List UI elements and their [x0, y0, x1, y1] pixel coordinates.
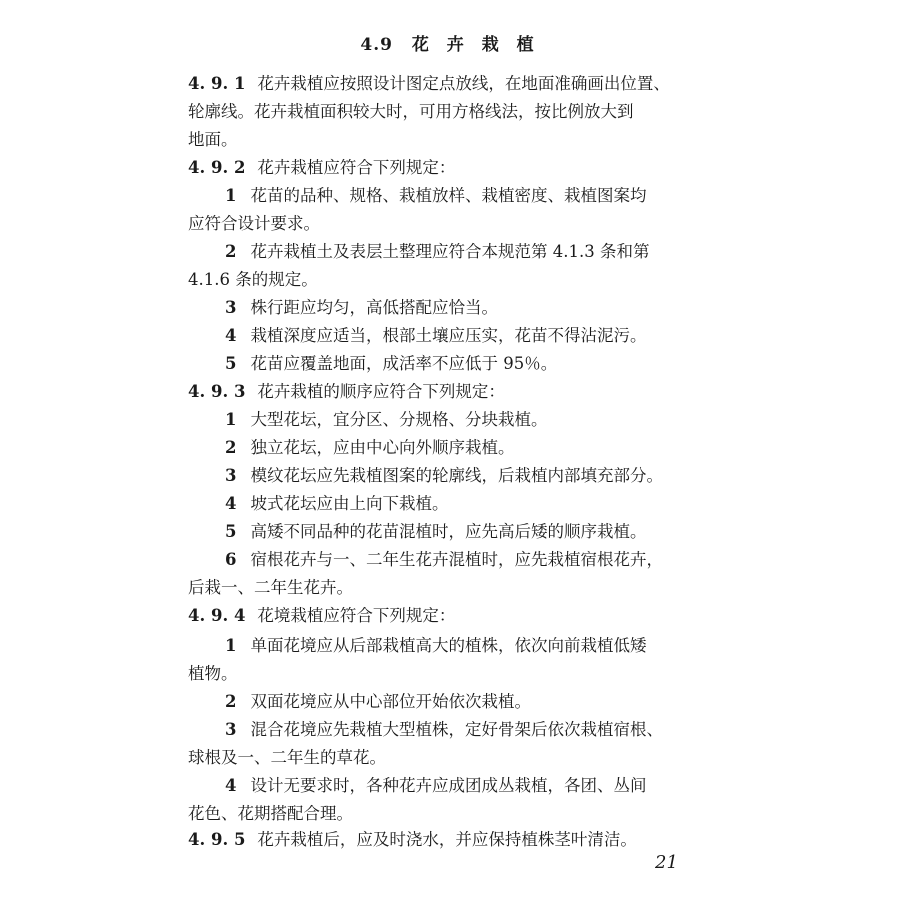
clause-4-9-3-line-1	[188, 378, 708, 406]
item-text: 单面花境应从后部栽植高大的植株，依次向前栽植低矮	[250, 636, 647, 655]
list-item-continuation: 植物。	[188, 664, 238, 683]
list-item-continuation: 后栽一、二年生花卉。	[188, 578, 353, 597]
item-text: 花苗应覆盖地面，成活率不应低于 95％。	[250, 354, 558, 373]
item-number: 1	[225, 410, 237, 429]
clause-text: 花境栽植应符合下列规定：	[257, 606, 456, 625]
item-text: 双面花境应从中心部位开始依次栽植。	[250, 692, 531, 711]
item-number: 4	[225, 326, 237, 345]
clause-text: 花卉栽植的顺序应符合下列规定：	[257, 382, 505, 401]
list-item	[225, 322, 745, 350]
item-number: 4	[225, 494, 237, 513]
clause-text: 花卉栽植应按照设计图定点放线，在地面准确画出位置、	[257, 74, 670, 93]
item-text: 宿根花卉与一、二年生花卉混植时，应先栽植宿根花卉，	[250, 550, 663, 569]
list-item-continuation: 球根及一、二年生的草花。	[188, 748, 386, 767]
item-number: 2	[225, 692, 237, 711]
list-item	[225, 294, 745, 322]
page-number: 21	[655, 852, 678, 873]
list-item	[225, 688, 745, 716]
list-item	[225, 462, 745, 490]
clause-4-9-2-line-1	[188, 154, 708, 182]
item-number: 3	[225, 466, 237, 485]
clause-4-9-4-line-1	[188, 602, 708, 630]
item-number: 6	[225, 550, 237, 569]
item-number: 3	[225, 298, 237, 317]
clause-number: 4. 9. 1	[188, 74, 246, 93]
list-item	[225, 182, 745, 210]
clause-number: 4. 9. 4	[188, 606, 246, 625]
list-item	[225, 716, 745, 744]
item-text: 株行距应均匀，高低搭配应恰当。	[250, 298, 498, 317]
item-text: 模纹花坛应先栽植图案的轮廓线，后栽植内部填充部分。	[250, 466, 663, 485]
item-text: 独立花坛，应由中心向外顺序栽植。	[250, 438, 515, 457]
clause-text: 花卉栽植后，应及时浇水，并应保持植株茎叶清洁。	[257, 830, 637, 849]
list-item	[225, 772, 745, 800]
clause-text: 花卉栽植应符合下列规定：	[257, 158, 456, 177]
section-title	[0, 30, 900, 55]
item-text: 高矮不同品种的花苗混植时，应先高后矮的顺序栽植。	[250, 522, 647, 541]
section-title-text: 花 卉 栽 植	[411, 35, 540, 55]
list-item	[225, 490, 745, 518]
item-number: 3	[225, 720, 237, 739]
list-item	[225, 350, 745, 378]
item-text: 栽植深度应适当，根部土壤应压实，花苗不得沾泥污。	[250, 326, 647, 345]
clause-4-9-1-line-3: 地面。	[188, 130, 238, 149]
item-number: 5	[225, 522, 237, 541]
item-number: 1	[225, 186, 237, 205]
item-text: 花卉栽植土及表层土整理应符合本规范第 4.1.3 条和第	[250, 242, 650, 261]
item-number: 2	[225, 438, 237, 457]
clause-number: 4. 9. 2	[188, 158, 246, 177]
list-item-continuation: 4.1.6 条的规定。	[188, 270, 318, 289]
section-title-number: 4.9	[360, 35, 393, 55]
list-item	[225, 632, 745, 660]
list-item	[225, 518, 745, 546]
item-text: 花苗的品种、规格、栽植放样、栽植密度、栽植图案均	[250, 186, 647, 205]
clause-number: 4. 9. 5	[188, 830, 246, 849]
item-text: 大型花坛，宜分区、分规格、分块栽植。	[250, 410, 548, 429]
clause-4-9-5-line-1	[188, 826, 708, 854]
item-number: 5	[225, 354, 237, 373]
clause-number: 4. 9. 3	[188, 382, 246, 401]
item-number: 2	[225, 242, 237, 261]
list-item	[225, 546, 745, 574]
list-item-continuation: 应符合设计要求。	[188, 214, 320, 233]
item-number: 4	[225, 776, 237, 795]
item-number: 1	[225, 636, 237, 655]
item-text: 坡式花坛应由上向下栽植。	[250, 494, 449, 513]
list-item-continuation: 花色、花期搭配合理。	[188, 804, 353, 823]
list-item	[225, 406, 745, 434]
item-text: 混合花境应先栽植大型植株，定好骨架后依次栽植宿根、	[250, 720, 663, 739]
item-text: 设计无要求时，各种花卉应成团成丛栽植，各团、丛间	[250, 776, 647, 795]
list-item	[225, 238, 745, 266]
list-item	[225, 434, 745, 462]
clause-4-9-1-line-2: 轮廓线。花卉栽植面积较大时，可用方格线法，按比例放大到	[188, 102, 634, 121]
clause-4-9-1-line-1	[188, 70, 708, 98]
